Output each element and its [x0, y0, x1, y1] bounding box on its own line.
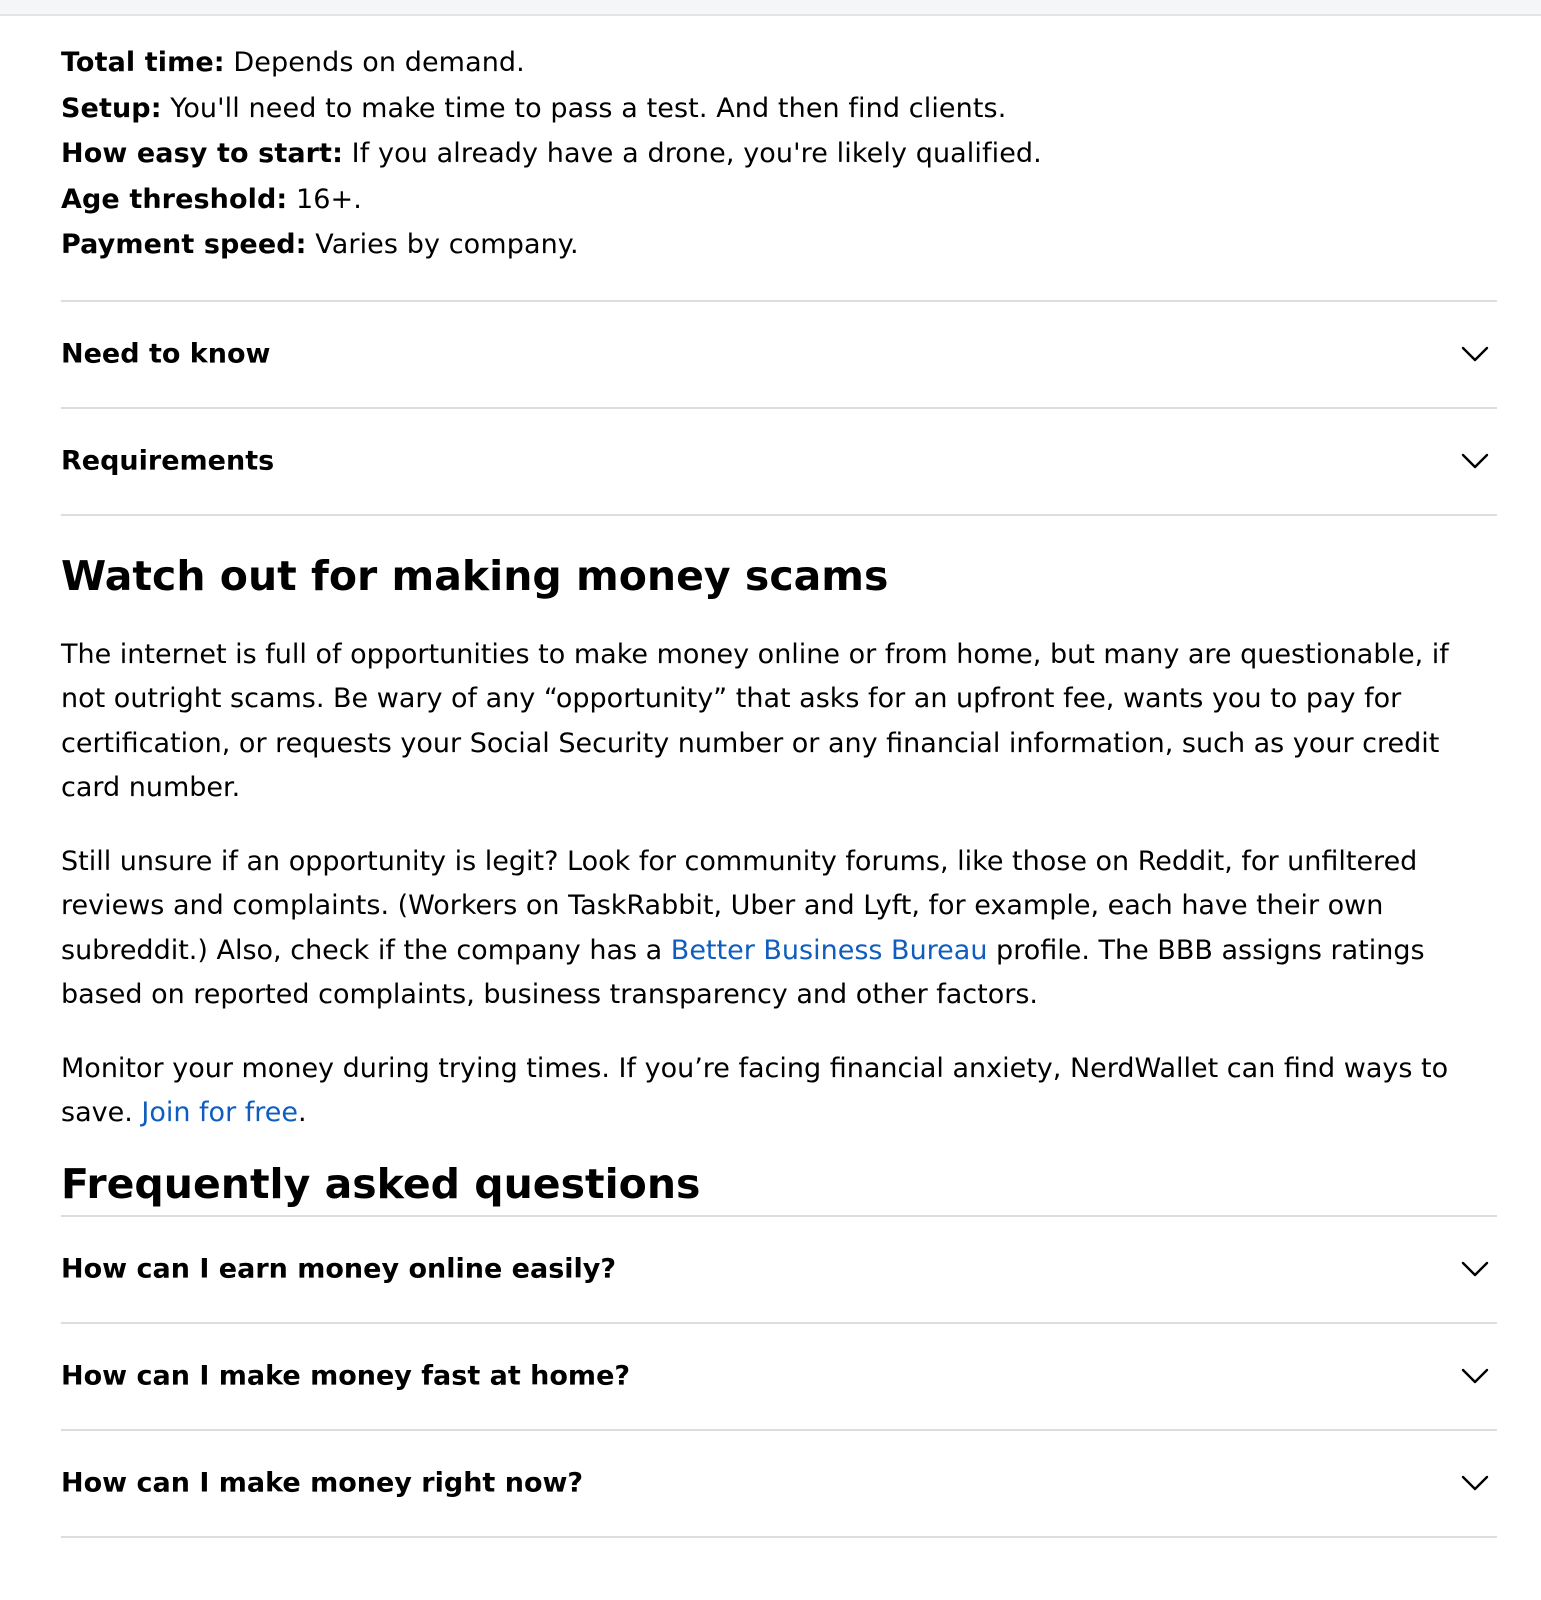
faq-question: How can I make money fast at home? [61, 1360, 631, 1392]
fact-payment-speed [61, 222, 1497, 268]
top-edge-bar [0, 0, 1541, 16]
scams-paragraph-1: The internet is full of opportunities to make money online or from home, but many are questionable, if not outright scams. Be wary of any “opportunity” that asks for an upfront fee, wants you to pay for certification, or requests your Social Security number or any financial information, such as your credit card number. [61, 638, 1449, 804]
fact-total-time [61, 40, 1497, 86]
fact-label: How easy to start: [61, 138, 343, 169]
scams-paragraph-3 [61, 1047, 1497, 1136]
fact-label: Setup: [61, 92, 162, 124]
fact-value: Varies by company. [306, 229, 579, 260]
faq-item-earn-online[interactable] [61, 1217, 1497, 1324]
faq-item-money-right-now[interactable] [61, 1431, 1497, 1538]
chevron-down-icon[interactable] [1461, 1474, 1489, 1492]
faq-heading: Frequently asked questions [61, 1159, 701, 1208]
fact-age-threshold [61, 177, 1497, 223]
fact-value: Depends on demand. [224, 47, 525, 78]
paragraph-text: profile. The BBB assigns ratings based on reported complaints, business transparency and other factors. [61, 934, 1425, 1011]
paragraph-text: Monitor your money during trying times. If you’re facing financial anxiety, NerdWallet can find ways to save. [61, 1052, 1449, 1129]
fact-label: Total time: [61, 47, 225, 78]
accordion-label: Need to know [61, 338, 271, 370]
chevron-down-icon[interactable] [1461, 1367, 1489, 1385]
chevron-down-icon[interactable] [1461, 452, 1489, 470]
scams-paragraph-2 [61, 840, 1497, 1018]
faq-question: How can I make money right now? [61, 1467, 584, 1499]
faq-question: How can I earn money online easily? [61, 1253, 617, 1285]
join-for-free-link[interactable]: Join for free [141, 1097, 298, 1129]
scams-heading: Watch out for making money scams [61, 551, 889, 600]
paragraph-text: Still unsure if an opportunity is legit? Look for community forums, like those on Reddit, for unfiltered reviews and complaints. (Workers on TaskRabbit, Uber and Lyft, for example, each have their own subreddit.) Also, check if the company has a [61, 845, 1418, 966]
article-content [61, 40, 1497, 1538]
fact-how-easy-to-start [61, 131, 1497, 177]
fact-value: You'll need to make time to pass a test. And then find clients. [161, 92, 1007, 124]
accordion-requirements[interactable] [61, 409, 1497, 516]
fact-label: Payment speed: [61, 229, 307, 260]
quick-facts [61, 40, 1497, 268]
bbb-link[interactable]: Better Business Bureau [670, 934, 988, 966]
accordion-label: Requirements [61, 445, 275, 477]
paragraph-text: . [298, 1097, 307, 1129]
fact-value: If you already have a drone, you're likely qualified. [342, 138, 1042, 169]
fact-label: Age threshold: [61, 183, 288, 215]
chevron-down-icon[interactable] [1461, 345, 1489, 363]
fact-value: 16+. [287, 183, 362, 215]
accordion-need-to-know[interactable] [61, 302, 1497, 409]
fact-setup [61, 86, 1497, 132]
chevron-down-icon[interactable] [1461, 1260, 1489, 1278]
faq-item-money-fast-at-home[interactable] [61, 1324, 1497, 1431]
